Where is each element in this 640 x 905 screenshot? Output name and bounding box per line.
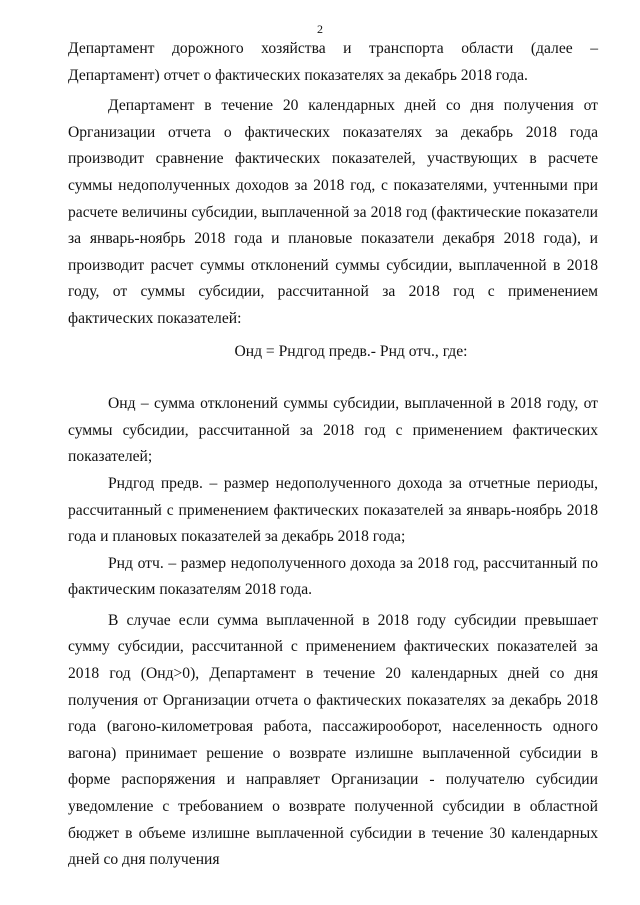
paragraph-rnd-definition: Рнд отч. – размер недополученного дохода за 2018 год, рассчитанный по фактическим показателям 2018 года.	[68, 554, 598, 599]
paragraph-department-report: Департамент дорожного хозяйства и транспорта области (далее – Департамент) отчет о фактических показателях за декабрь 2018 года.	[68, 40, 598, 84]
paragraph-comparison: Департамент в течение 20 календарных дней со дня получения от Организации отчета о фактических показателях за декабрь 2018 года производит сравнение фактических показателей, участвующих в расчете суммы недополученных доходов за 2018 год, с показателями, учтенными при расчете величины субсидии, выплаченной за 2018 год (фактические показатели за январь-ноябрь 2018 года и плановые показатели декабря 2018 года), и производит расчет суммы отклонений суммы субсидии, выплаченной в 2018 году, от суммы субсидии, рассчитанной за 2018 год с применением фактических показателей:	[68, 97, 598, 327]
document-body	[68, 36, 598, 874]
spacer	[68, 365, 598, 391]
paragraph-rndgod-definition: Рндгод предв. – размер недополученного дохода за отчетные периоды, рассчитанный с применением фактических показателей за январь-ноябрь 2018 года и плановых показателей за декабрь 2018 года;	[68, 474, 598, 546]
paragraph-ond-definition: Онд – сумма отклонений суммы субсидии, выплаченной в 2018 году, от суммы субсидии, рассчитанной за 2018 год с применением фактических показателей;	[68, 395, 598, 466]
paragraph-refund-case: В случае если сумма выплаченной в 2018 году субсидии превышает сумму субсидии, рассчитанной с применением фактических показателей за 2018 год (Онд>0), Департамент в течение 20 календарных дней со дня получения от Организации отчета о фактических показателях за декабрь 2018 года (вагоно-километровая работа, пассажирооборот, населенность одного вагона) принимает решение о возврате излишне выплаченной субсидии в форме распоряжения и направляет Организации - получателю субсидии уведомление с требованием о возврате полученной субсидии в областной бюджет в объеме излишне выплаченной субсидии в течение 30 календарных дней со дня получения	[68, 611, 598, 869]
page-number: 2	[317, 22, 323, 36]
formula-line: Онд = Рндгод предв.- Рнд отч., где:	[234, 342, 468, 360]
